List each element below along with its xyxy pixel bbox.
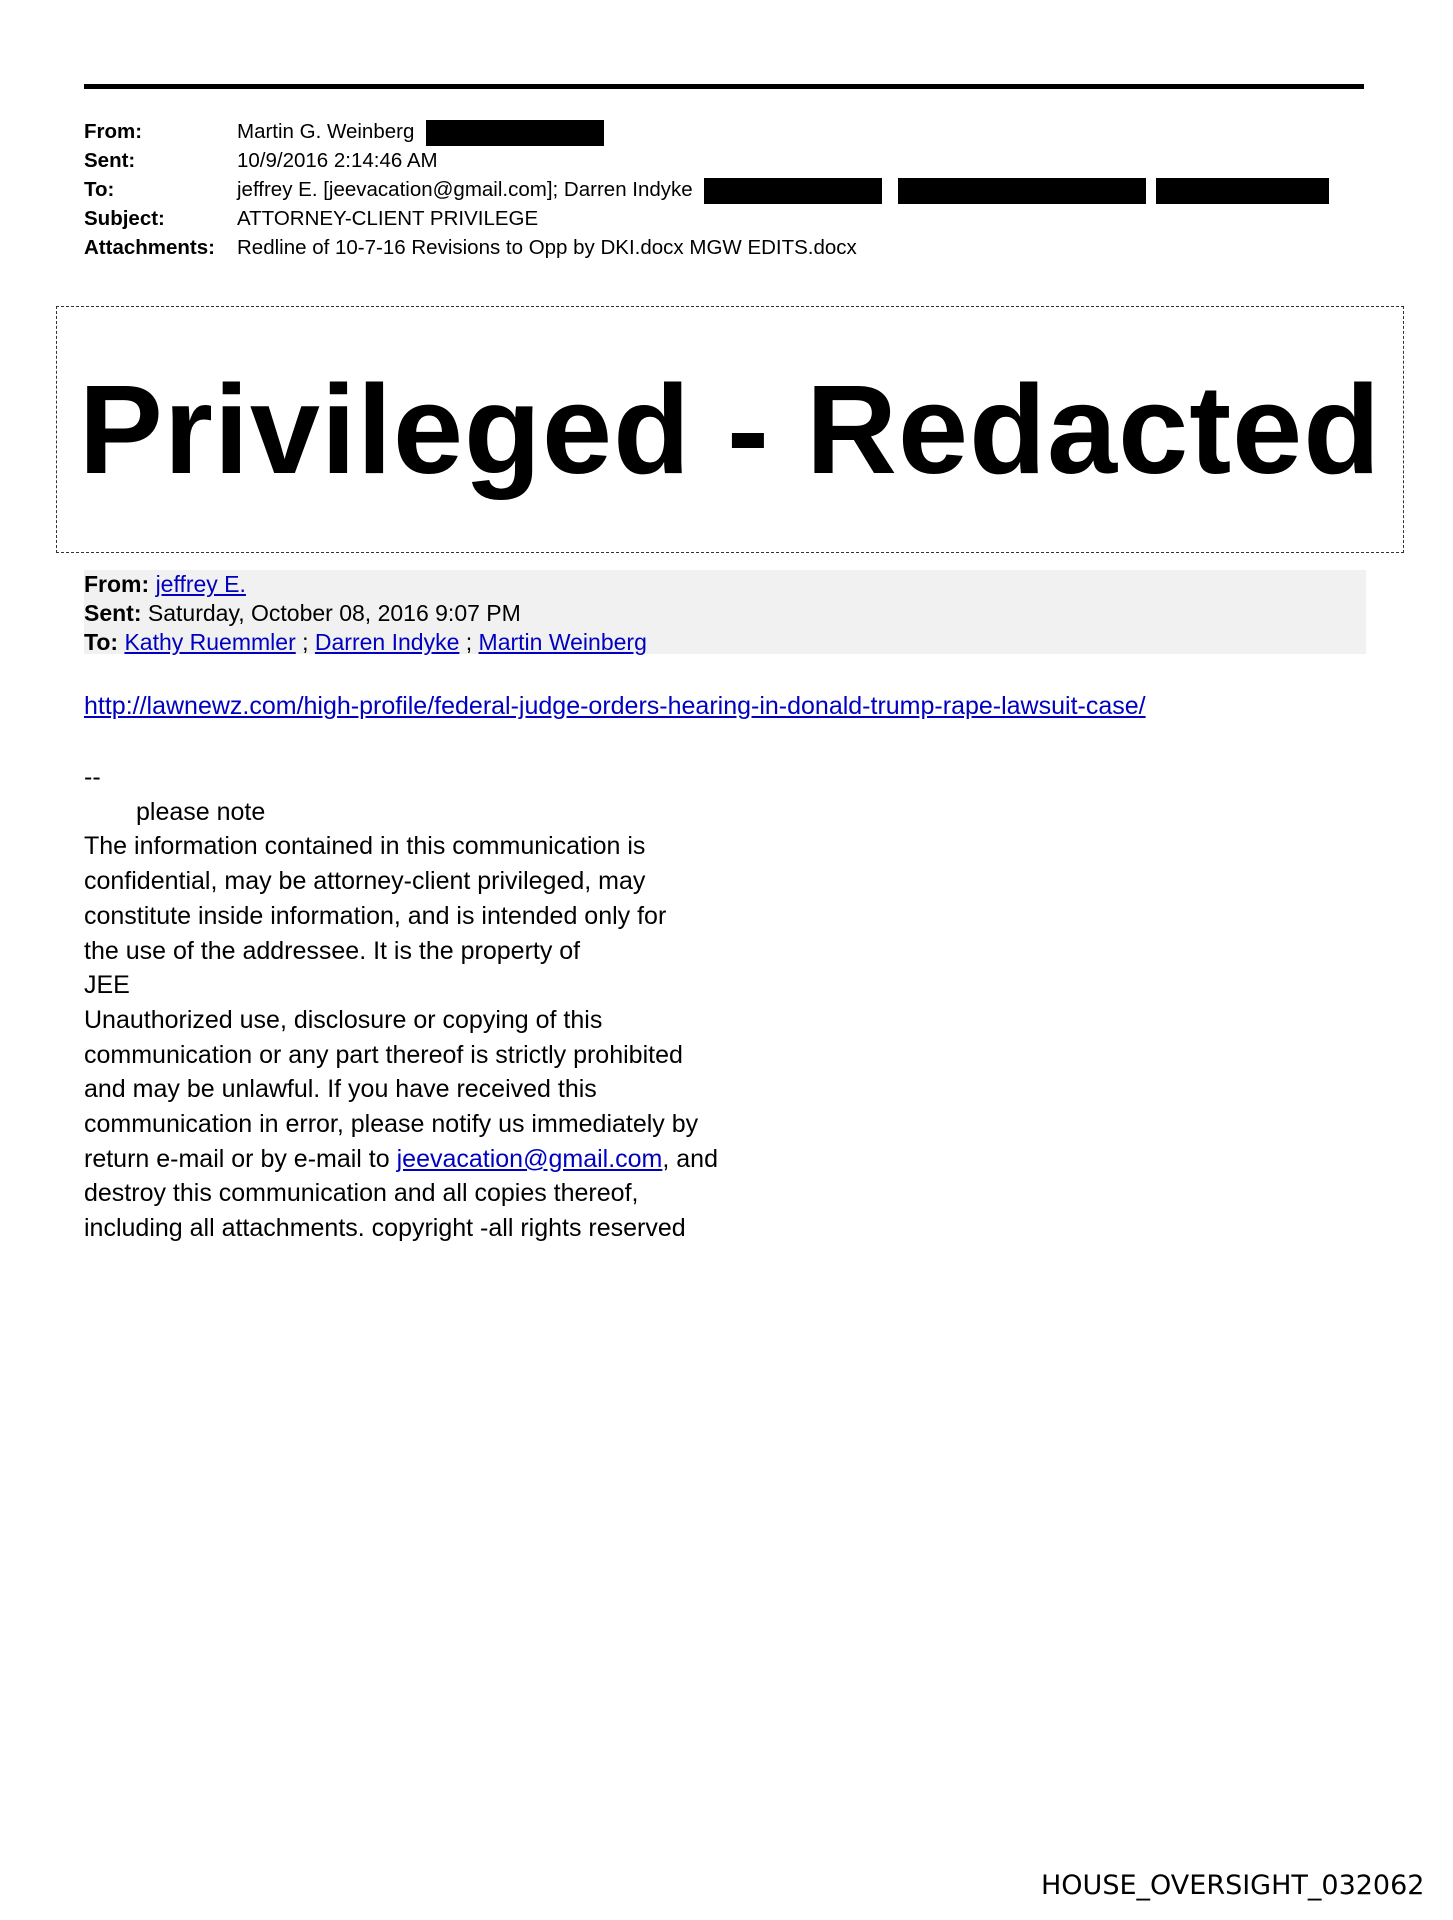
sent-value: 10/9/2016 2:14:46 AM <box>237 149 438 172</box>
body-line: communication or any part thereof is strictly prohibited <box>84 1040 683 1069</box>
redaction-bar <box>426 120 604 146</box>
body-line: confidential, may be attorney-client privileged, may <box>84 867 646 896</box>
body-line: destroy this communication and all copies thereof, <box>84 1179 639 1208</box>
redaction-bar <box>704 178 882 204</box>
to-value <box>237 175 1329 204</box>
recipient-link[interactable]: Darren Indyke <box>314 629 460 655</box>
return-prefix: return e-mail or by e-mail to <box>84 1144 397 1173</box>
fwd-sent-label: Sent: <box>84 600 142 626</box>
fwd-to-row <box>84 628 1366 657</box>
fwd-from-row <box>84 570 1366 599</box>
body-line: the use of the addressee. It is the property of <box>84 936 581 965</box>
subject-value: ATTORNEY-CLIENT PRIVILEGE <box>237 207 539 230</box>
attachments-value: Redline of 10-7-16 Revisions to Opp by DKI.docx MGW EDITS.docx <box>237 236 857 259</box>
signature-dashes: -- <box>84 763 101 791</box>
privileged-redacted-box <box>56 306 1404 553</box>
body-line: Unauthorized use, disclosure or copying of this <box>84 1005 603 1034</box>
from-value <box>237 117 604 146</box>
top-rule <box>84 84 1364 89</box>
to-recipients: jeffrey E. [jeevacation@gmail.com]; Darren Indyke <box>237 178 693 201</box>
fwd-to-label: To: <box>84 629 119 655</box>
body-line: The information contained in this communication is <box>84 832 646 861</box>
article-link[interactable]: http://lawnewz.com/high-profile/federal-judge-orders-hearing-in-donald-trump-rape-lawsuit-case/ <box>84 692 1146 720</box>
to-label: To: <box>84 178 115 201</box>
body-line: including all attachments. copyright -all rights reserved <box>84 1214 686 1243</box>
fwd-sent-value: Saturday, October 08, 2016 9:07 PM <box>147 600 521 626</box>
body-line: constitute inside information, and is intended only for <box>84 901 667 930</box>
recipient-link[interactable]: Martin Weinberg <box>478 629 647 655</box>
subject-label: Subject: <box>84 207 165 230</box>
redaction-bar <box>1156 178 1329 204</box>
article-link-line <box>84 692 1146 721</box>
recipient-separator: ; <box>459 629 479 655</box>
email-link[interactable]: jeevacation@gmail.com <box>396 1144 663 1173</box>
privileged-redacted-stamp: Privileged - Redacted <box>78 358 1382 500</box>
body-line: and may be unlawful. If you have received this <box>84 1075 597 1104</box>
body-line: JEE <box>84 971 130 1000</box>
fwd-from-label: From: <box>84 571 150 597</box>
fwd-sent-row <box>84 599 1366 628</box>
body-line-with-email <box>84 1142 718 1177</box>
fwd-from-link[interactable]: jeffrey E. <box>155 571 246 597</box>
please-note: please note <box>136 797 266 826</box>
redaction-bar <box>898 178 1146 204</box>
bates-number: HOUSE_OVERSIGHT_032062 <box>1041 1870 1425 1901</box>
body-line: communication in error, please notify us immediately by <box>84 1110 699 1139</box>
recipient-separator: ; <box>295 629 315 655</box>
from-name: Martin G. Weinberg <box>237 120 415 143</box>
attachments-label: Attachments: <box>84 236 215 259</box>
sent-label: Sent: <box>84 149 136 172</box>
recipient-link[interactable]: Kathy Ruemmler <box>124 629 296 655</box>
from-label: From: <box>84 120 143 143</box>
return-suffix: , and <box>662 1144 718 1173</box>
message-body <box>84 760 718 1246</box>
forwarded-message-header <box>84 570 1366 654</box>
